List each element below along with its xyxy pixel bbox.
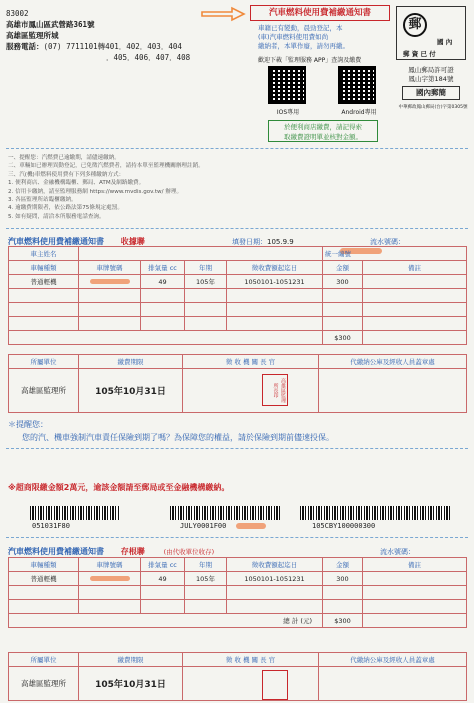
f-deadline-value: 105年10月31日 xyxy=(79,369,183,413)
col-year: 年期 xyxy=(185,261,227,275)
arrow-right-icon xyxy=(200,6,246,22)
f-office-value: 高雄區監理所 xyxy=(9,369,79,413)
green-line1: 於便利商店繳費，請記得索 xyxy=(284,123,362,131)
promo-line1: 車籍已有變動，晨勁登記，本 xyxy=(258,24,343,32)
stub-f-collect-label: 代繳納公庫及經收人員蓋章處 xyxy=(319,653,467,667)
stub-cell-cc: 49 xyxy=(141,572,185,586)
barcode-2 xyxy=(170,506,280,520)
stub-sub: (由代收單位收存) xyxy=(163,548,215,556)
stub-f-collect-cell xyxy=(319,667,467,701)
table-row xyxy=(9,275,467,289)
receipt-tag: 收據聯 xyxy=(120,237,145,246)
owner-value xyxy=(79,247,323,261)
note-4: 1. 便利商店、金融機構臨櫃、郵局、ATM及網路繳費。 xyxy=(8,180,145,187)
stub-f-deadline-label: 繳費期限 xyxy=(79,653,183,667)
note-2: 二、車輛如已辦理異動登記，已免徵汽燃費者，請持本單至監理機關辦理註銷。 xyxy=(8,163,204,170)
col-remark: 備註 xyxy=(363,261,467,275)
owner-label: 車主姓名 xyxy=(9,247,79,261)
stub-col-period: 徵收費額起迄日 xyxy=(227,558,323,572)
receipt-footer-table xyxy=(8,354,467,413)
stub-col-cc: 排氣量 cc xyxy=(141,558,185,572)
reminder-body: 您的汽、機車強制汽車責任保險到期了嗎？為保障您的權益，請於保險到期前儘速投保。 xyxy=(22,433,334,442)
postcode: 83002 xyxy=(6,9,29,18)
receipt-table xyxy=(8,246,467,345)
license-text xyxy=(398,66,464,84)
barcode-1 xyxy=(30,506,120,520)
cell-remark xyxy=(363,275,467,289)
stub-cell-type: 普通輕機 xyxy=(9,572,79,586)
phone-label: 服務電話： xyxy=(6,42,44,51)
post-logo-icon: 郵 xyxy=(403,13,427,37)
redacted-barcode xyxy=(236,523,266,529)
stub-col-remark: 備註 xyxy=(363,558,467,572)
cell-cc: 49 xyxy=(141,275,185,289)
promo-line2: (車)汽車燃料使用費如尚 xyxy=(258,33,329,41)
stub-footer-table xyxy=(8,652,467,701)
sender-address: 高雄市鳳山區武營路361號 xyxy=(6,20,95,29)
cell-plate xyxy=(79,275,141,289)
stub-f-office-value: 高雄區監理所 xyxy=(9,667,79,701)
ios-label: IOS專用 xyxy=(276,109,300,116)
postal-footer: 中華郵政鳳山郵局(台)字第0305號 xyxy=(398,105,468,110)
stub-official-seal-icon xyxy=(262,670,288,700)
col-period: 徵收費額起迄日 xyxy=(227,261,323,275)
stub-f-deadline-value: 105年10月31日 xyxy=(79,667,183,701)
table-row xyxy=(9,572,467,586)
cell-year: 105年 xyxy=(185,275,227,289)
phone-line1: (07) 7711101轉401．402．403．404 xyxy=(43,42,182,51)
col-plate: 車牌號碼 xyxy=(79,261,141,275)
android-qr-code[interactable] xyxy=(338,66,376,104)
f-collect-cell xyxy=(319,369,467,413)
f-office-label: 所屬單位 xyxy=(9,355,79,369)
reminder-title: ＊提醒您： xyxy=(8,420,48,429)
f-collect-label: 代繳納公庫及經收人員蓋章處 xyxy=(319,355,467,369)
stub-tag: 存根聯 xyxy=(120,547,145,556)
barcode-3 xyxy=(300,506,450,520)
insurance-reminder xyxy=(8,418,334,444)
stub-cell-period: 1050101-1051231 xyxy=(227,572,323,586)
note-8: 5. 如有疑問，請洽本所服務電話查詢。 xyxy=(8,213,105,220)
stub-total-label: 總 計 (元) xyxy=(9,614,323,628)
sender-office: 高雄區監理所城 xyxy=(6,31,59,40)
phone-line2: ．405．406．407．408 xyxy=(106,53,191,62)
stub-cell-amount: 300 xyxy=(323,572,363,586)
stub-table xyxy=(8,557,467,628)
payment-limit-warning: ※超商限繳金額2萬元，逾該金額請至郵局或至金融機構繳納。 xyxy=(8,483,230,492)
green-line2: 取繳費證明單並核對金額。 xyxy=(284,133,362,141)
receipt-total: $300 xyxy=(323,331,363,345)
license-line1: 鳳山郵局許可證 xyxy=(408,66,454,74)
notice-title: 汽車燃料使用費補繳通知書 xyxy=(250,5,390,21)
sender-block xyxy=(6,8,190,63)
col-amount: 金額 xyxy=(323,261,363,275)
stub-title-text: 汽車燃料使用費補繳通知書 xyxy=(8,547,104,556)
postage-paid: 郵 資 已 付 xyxy=(403,50,436,58)
cell-period: 1050101-1051231 xyxy=(227,275,323,289)
stub-f-office-label: 所屬單位 xyxy=(9,653,79,667)
postage-box xyxy=(396,6,466,60)
receipt-title-text: 汽車燃料使用費補繳通知書 xyxy=(8,237,104,246)
stub-serial-label: 流水號碼： xyxy=(380,548,415,556)
stub-col-vehicle-type: 車輛種類 xyxy=(9,558,79,572)
note-7: 4. 逾繳費期限者，依公路法第75條規定處罰。 xyxy=(8,205,123,212)
note-5: 2. 信用卡繳納，請至監理服務網 https://www.mvdis.gov.tw/ 辦理。 xyxy=(8,188,183,195)
perforation-line-2 xyxy=(6,448,468,449)
stub-cell-plate xyxy=(79,572,141,586)
date-value: 105.9.9 xyxy=(267,238,294,246)
f-stamp-cell xyxy=(183,369,319,413)
stub-cell-remark xyxy=(363,572,467,586)
barcode-3-text: 105CBY100000300 xyxy=(312,522,376,530)
convenience-store-note xyxy=(268,120,378,142)
col-cc: 排氣量 cc xyxy=(141,261,185,275)
app-hint: 歡迎下載「監理服務 APP」查詢及繳費 xyxy=(258,57,362,64)
cell-amount: 300 xyxy=(323,275,363,289)
invoice-label: 統一編號 xyxy=(323,247,467,261)
f-stamp-label: 徵 收 機 關 長 官 xyxy=(183,355,319,369)
perforation-line-3 xyxy=(6,537,468,538)
android-label: Android專用 xyxy=(341,109,377,116)
barcode-2-text: JULY0001F00 xyxy=(180,522,227,530)
receipt-serial-label: 流水號碼： xyxy=(370,238,405,246)
note-6: 3. 各區監理所站臨櫃繳納。 xyxy=(8,197,77,204)
stub-col-year: 年期 xyxy=(185,558,227,572)
license-line2: 鳳山字第184號 xyxy=(408,75,454,83)
ios-qr-code[interactable] xyxy=(268,66,306,104)
f-deadline-label: 繳費期限 xyxy=(79,355,183,369)
stub-title xyxy=(8,546,214,557)
notes-section xyxy=(8,154,468,221)
note-3: 三、汽(機)車燃料使用費有下列多種繳納方式： xyxy=(8,171,125,178)
stub-f-stamp-cell xyxy=(183,667,319,701)
stub-total: $300 xyxy=(323,614,363,628)
perforation-line xyxy=(6,228,468,229)
domestic-mail-label: 國內郵簡 xyxy=(402,86,460,100)
promo-text xyxy=(258,24,349,51)
stub-cell-year: 105年 xyxy=(185,572,227,586)
cell-type: 普通輕機 xyxy=(9,275,79,289)
date-label: 填發日期： xyxy=(232,238,267,246)
promo-line3: 繳納者，本單作廢，請勿再繳。 xyxy=(258,42,349,50)
stub-f-stamp-label: 徵 收 機 關 長 官 xyxy=(183,653,319,667)
note-1: 一、提醒您：汽燃費已逾繳期，請儘速繳納。 xyxy=(8,155,120,161)
fold-line xyxy=(6,148,468,149)
stub-col-plate: 車牌號碼 xyxy=(79,558,141,572)
domestic-label: 國 內 xyxy=(437,38,453,46)
stub-col-amount: 金額 xyxy=(323,558,363,572)
official-seal: 高雄區監理所長印 xyxy=(262,374,288,406)
barcode-1-text: 051031F80 xyxy=(32,522,70,530)
col-vehicle-type: 車輛種類 xyxy=(9,261,79,275)
